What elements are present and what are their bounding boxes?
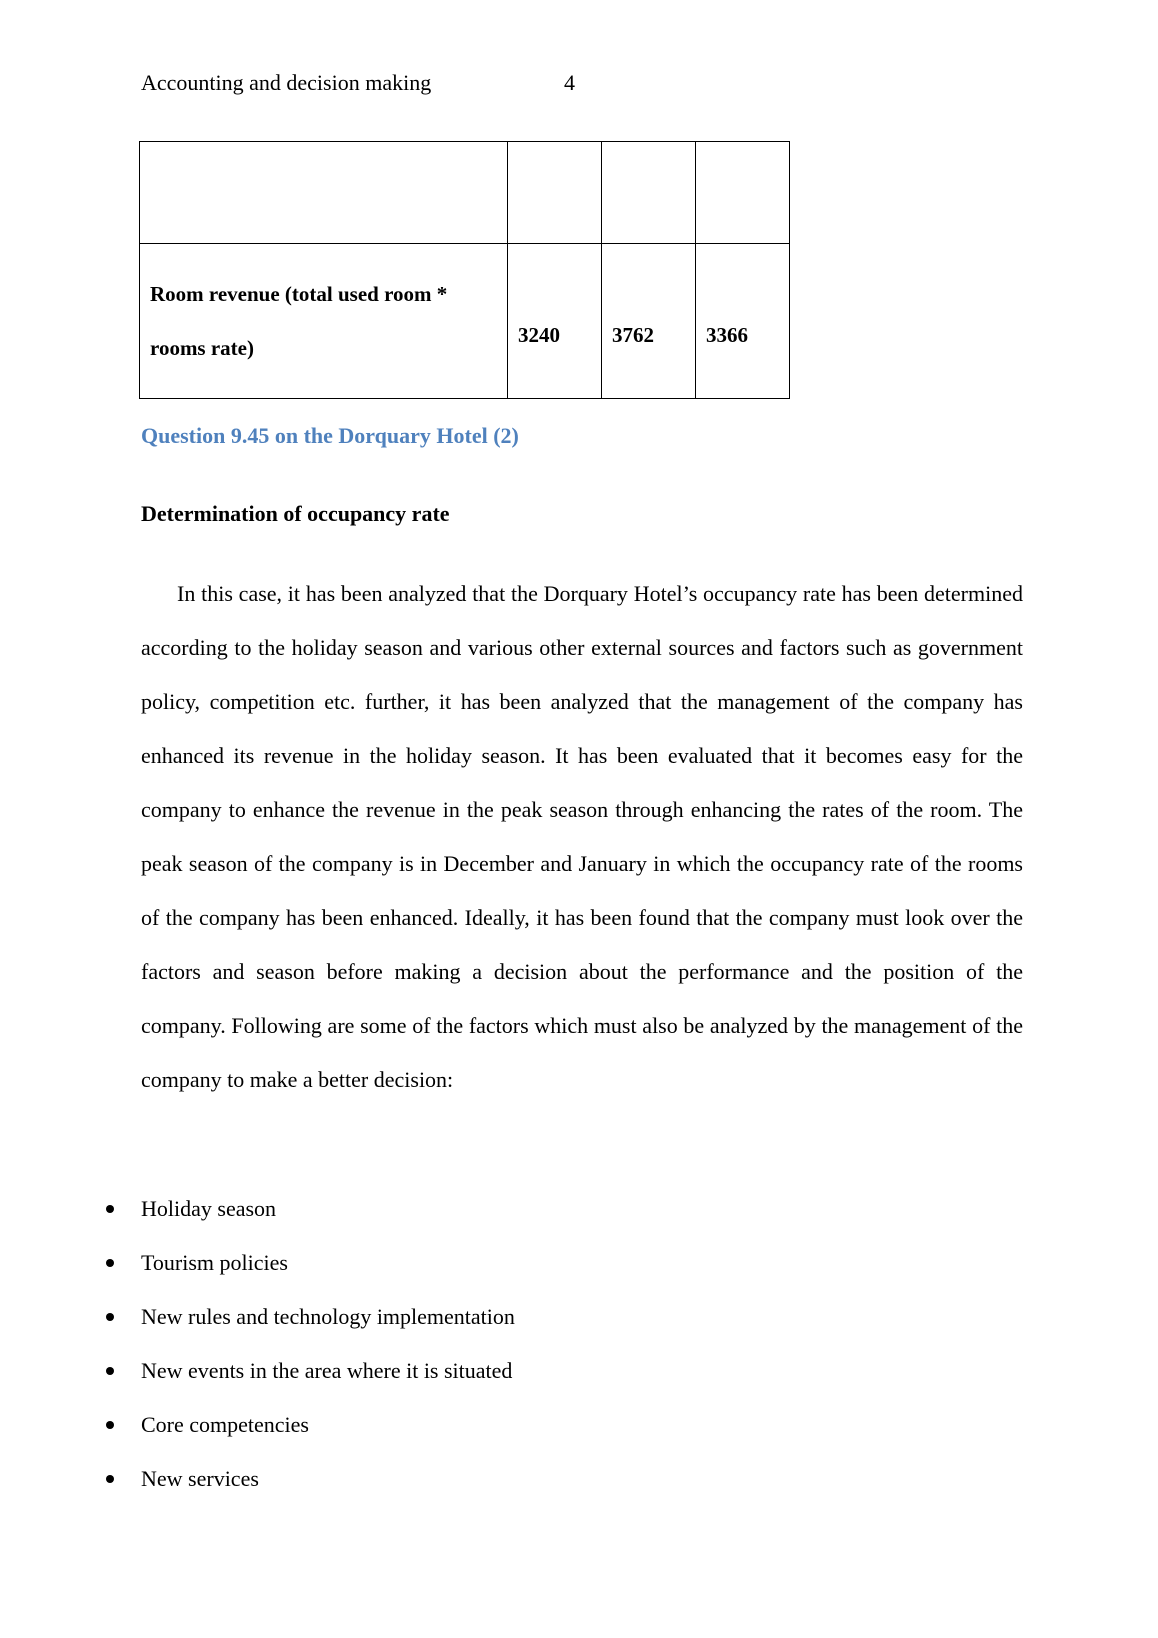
page-number: 4 xyxy=(564,70,575,95)
list-item xyxy=(0,1344,515,1398)
list-item-text: Holiday season xyxy=(141,1196,277,1221)
table-row xyxy=(140,244,790,399)
row-label-line: rooms rate) xyxy=(150,336,254,360)
bullet-icon xyxy=(106,1313,114,1321)
room-revenue-table xyxy=(139,141,790,399)
list-item xyxy=(0,1290,515,1344)
row-label-line: Room revenue (total used room * xyxy=(150,282,448,306)
table-cell-value: 3762 xyxy=(602,244,696,399)
section-heading: Determination of occupancy rate xyxy=(141,501,450,526)
list-item xyxy=(0,1182,515,1236)
list-item xyxy=(0,1236,515,1290)
table-cell-value: 3366 xyxy=(696,244,790,399)
body-paragraph: In this case, it has been analyzed that the Dorquary Hotel’s occupancy rate has been determined according to the holiday season and various other external sources and factors such as government policy, competition etc. further, it has been analyzed that the management of the company has enhanced its revenue in the holiday season. It has been evaluated that it becomes easy for the company to enhance the revenue in the peak season through enhancing the rates of the room. The peak season of the company is in December and January in which the occupancy rate of the rooms of the company has been enhanced. Ideally, it has been found that the company must look over the factors and season before making a decision about the performance and the position of the company. Following are some of the factors which must also be analyzed by the management of the company to make a better decision: xyxy=(141,581,1023,1092)
bullet-icon xyxy=(106,1205,114,1213)
table-cell-empty xyxy=(602,142,696,244)
list-item xyxy=(0,1398,515,1452)
running-header-title: Accounting and decision making xyxy=(141,70,432,95)
bullet-icon xyxy=(106,1421,114,1429)
list-item-text: New services xyxy=(141,1466,259,1491)
table-cell-empty xyxy=(508,142,602,244)
table-row xyxy=(140,142,790,244)
list-item-text: New rules and technology implementation xyxy=(141,1304,515,1329)
bullet-icon xyxy=(106,1367,114,1375)
table-cell-empty xyxy=(696,142,790,244)
question-heading: Question 9.45 on the Dorquary Hotel (2) xyxy=(141,423,519,448)
factors-list xyxy=(0,1182,515,1506)
bullet-icon xyxy=(106,1475,114,1483)
table-cell-value: 3240 xyxy=(508,244,602,399)
list-item xyxy=(0,1452,515,1506)
bullet-icon xyxy=(106,1259,114,1267)
list-item-text: New events in the area where it is situated xyxy=(141,1358,513,1383)
table-cell-empty xyxy=(140,142,508,244)
list-item-text: Tourism policies xyxy=(141,1250,288,1275)
list-item-text: Core competencies xyxy=(141,1412,309,1437)
row-label-room-revenue xyxy=(140,244,508,399)
